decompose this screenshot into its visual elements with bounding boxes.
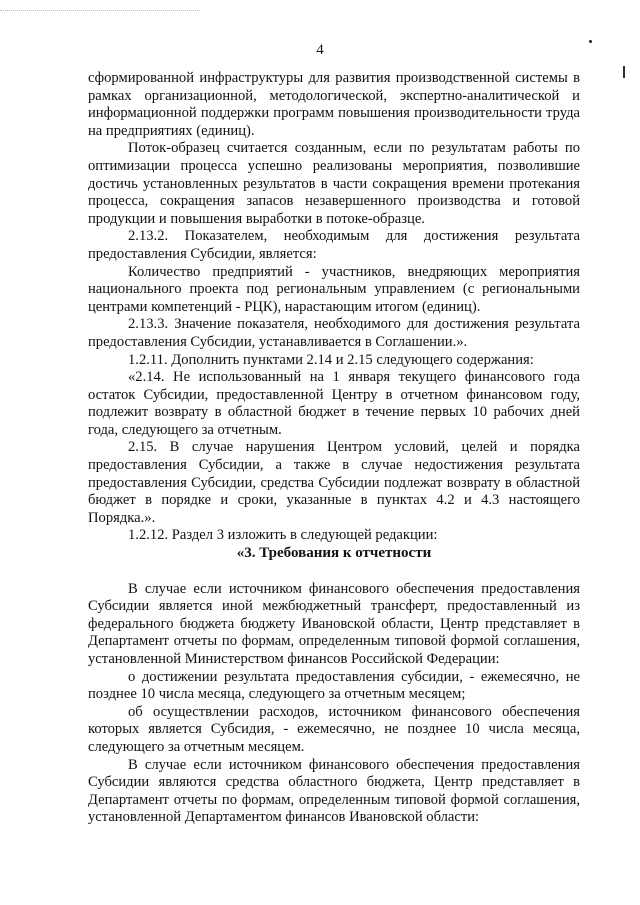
scan-artifact-line (0, 10, 200, 12)
paragraph-continuation: сформированной инфраструктуры для развития производственной системы в рамках организационной, методологической, экспертно-аналитической и информационной поддержки программ повышения производительности труда на предприятиях (единиц). (88, 70, 580, 139)
paragraph-flow-sample: Поток-образец считается созданным, если по результатам работы по оптимизации процесса успешно реализованы мероприятия, позволившие достичь установленных результатов в части сокращения времени протекания процесса, сокращения запасов незавершенного производства и готовой продукции и повышения выработки в потоке-образце. (88, 140, 580, 227)
paragraph-2-14: «2.14. Не использованный на 1 января текущего финансового года остаток Субсидии, предоставленной Центру в отчетном финансовом году, подлежит возврату в областной бюджет в течение первых 10 рабочих дней года, следующего за отчетным. (88, 369, 580, 438)
paragraph-expense-report: об осуществлении расходов, источником финансового обеспечения которых является Субсидия, - ежемесячно, не позднее 10 числа месяца, следующего за отчетным месяцем. (88, 703, 580, 755)
paragraph-federal-transfer: В случае если источником финансового обеспечения предоставления Субсидии является иной межбюджетный трансферт, предоставленный из федерального бюджета бюджету Ивановской области, Центр представляет в Департамент отчеты по формам, определенным типовой формой соглашения, установленной Министерством финансов Российской Федерации: (88, 580, 580, 667)
paragraph-result-report: о достижении результата предоставления субсидии, - ежемесячно, не позднее 10 числа месяца, следующего за отчетным месяцем; (88, 668, 580, 703)
paragraph-2-15: 2.15. В случае нарушения Центром условий, целей и порядка предоставления Субсидии, а также в случае недостижения результата предоставления Субсидии, средства Субсидии подлежат возврату в областной бюджет в порядке и сроки, указанные в пунктах 4.2 и 4.3 настоящего Порядка.». (88, 439, 580, 526)
page-number: 4 (316, 42, 324, 58)
paragraph-indicator: Количество предприятий - участников, внедряющих мероприятия национального проекта под региональным управлением (с региональными центрами компетенций - РЦК), нарастающим итогом (единиц). (88, 263, 580, 315)
section-heading: «3. Требования к отчетности (236, 545, 432, 562)
paragraph-2-13-3: 2.13.3. Значение показателя, необходимого для достижения результата предоставления Субсидии, устанавливается в Соглашении.». (88, 316, 580, 350)
scan-edge-mark (623, 66, 625, 78)
paragraph-1-2-12: 1.2.12. Раздел 3 изложить в следующей редакции: (128, 527, 438, 544)
paragraph-regional-budget: В случае если источником финансового обеспечения предоставления Субсидии являются средства областного бюджета, Центр представляет в Департамент отчеты по формам, определенным типовой формой соглашения, установленной Департаментом финансов Ивановской области: (88, 756, 580, 826)
document-body (88, 70, 580, 827)
paragraph-2-13-2: 2.13.2. Показателем, необходимым для достижения результата предоставления Субсидии, является: (88, 228, 580, 262)
paragraph-1-2-11: 1.2.11. Дополнить пунктами 2.14 и 2.15 следующего содержания: (128, 351, 534, 368)
